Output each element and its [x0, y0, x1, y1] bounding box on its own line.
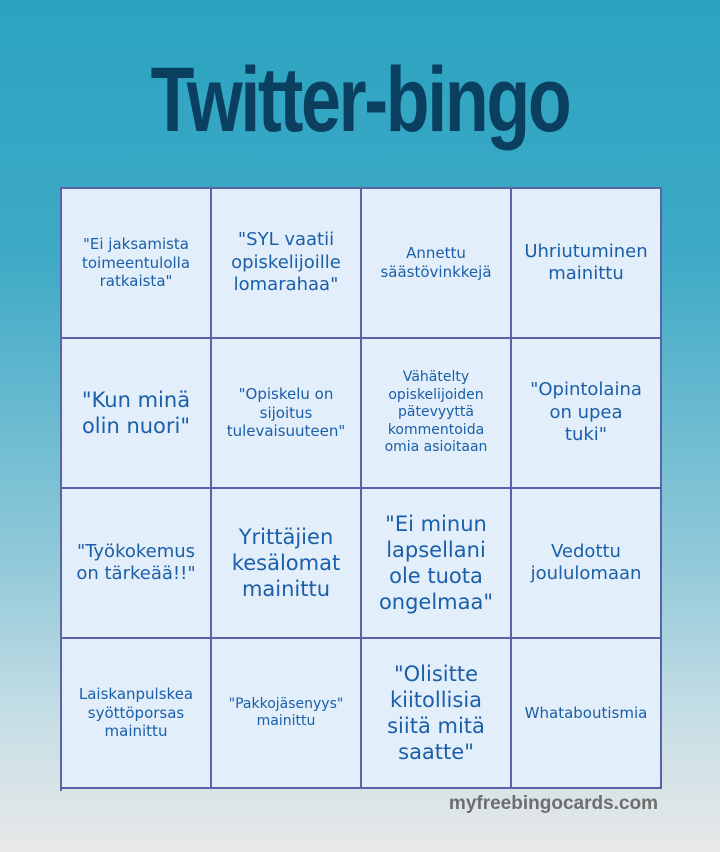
- bingo-cell: "Työkokemus on tärkeää!!": [62, 489, 212, 639]
- bingo-cell: "Opintolaina on upea tuki": [512, 339, 662, 489]
- bingo-cell: Uhriutuminen mainittu: [512, 189, 662, 339]
- bingo-cell: "Pakkojäsenyys" mainittu: [212, 639, 362, 789]
- bingo-cell: Whataboutismia: [512, 639, 662, 789]
- bingo-cell: Yrittäjien kesälomat mainittu: [212, 489, 362, 639]
- bingo-cell: Vedottu joululomaan: [512, 489, 662, 639]
- bingo-cell: Annettu säästövinkkejä: [362, 189, 512, 339]
- bingo-cell: "Kun minä olin nuori": [62, 339, 212, 489]
- site-watermark: myfreebingocards.com: [448, 793, 658, 814]
- bingo-cell: "SYL vaatii opiskelijoille lomarahaa": [212, 189, 362, 339]
- bingo-cell: Vähätelty opiskelijoiden pätevyyttä kommentoida omia asioitaan: [362, 339, 512, 489]
- bingo-cell: "Ei jaksamista toimeentulolla ratkaista": [62, 189, 212, 339]
- page-title: Twitter-bingo: [150, 49, 570, 151]
- bingo-cell: Laiskanpulskea syöttöporsas mainittu: [62, 639, 212, 789]
- bingo-board: [60, 187, 662, 791]
- bingo-cell: "Ei minun lapsellani ole tuota ongelmaa": [362, 489, 512, 639]
- bingo-cell: "Olisitte kiitollisia siitä mitä saatte": [362, 639, 512, 789]
- bingo-cell: "Opiskelu on sijoitus tulevaisuuteen": [212, 339, 362, 489]
